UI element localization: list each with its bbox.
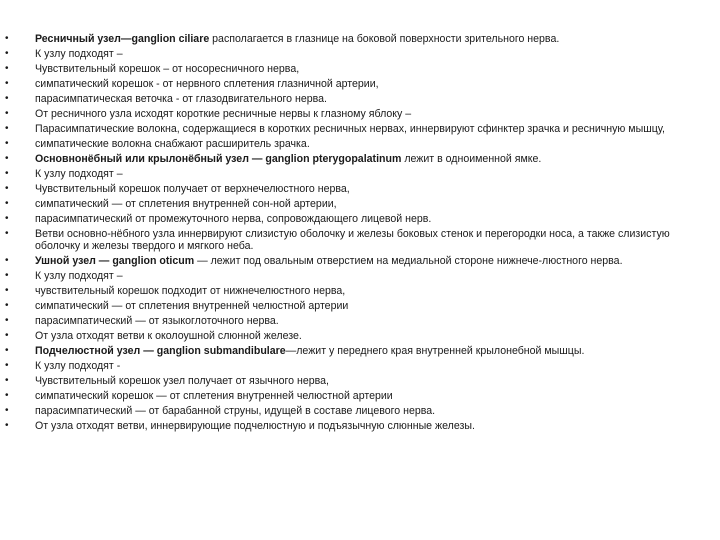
bullet-text: От узла отходят ветви к околоушной слюнной железе. (35, 330, 302, 343)
bullet-text: От узла отходят ветви, иннервирующие подчелюстную и подъязычную слюнные железы. (35, 420, 475, 433)
bullet-item (0, 228, 720, 253)
bullet-heading: Ресничный узел—ganglion ciliare (35, 33, 210, 45)
bullet-item (0, 375, 720, 388)
bullet-text: парасимпатический от промежуточного нерва, сопровождающего лицевой нерв. (35, 212, 432, 225)
bullet-item (0, 270, 720, 283)
bullet-item (0, 78, 720, 91)
bullet-item (0, 138, 720, 151)
bullet-item (0, 360, 720, 373)
bullet-dot-icon: • (5, 33, 9, 44)
bullet-text: Чувствительный корешок узел получает от язычного нерва, (35, 375, 329, 388)
bullet-dot-icon: • (5, 137, 9, 149)
bullet-text: К узлу подходят – (35, 167, 123, 180)
bullet-dot-icon: • (5, 47, 9, 59)
bullet-item (0, 63, 720, 76)
bullet-item (0, 168, 720, 181)
bullet-dot-icon: • (5, 270, 9, 282)
bullet-text: —лежит у переднего края внутренней крылонебной мышцы. (285, 345, 585, 358)
bullet-text: От ресничного узла исходят короткие ресничные нервы к глазному яблоку – (35, 107, 412, 120)
bullet-item (0, 213, 720, 226)
bullet-text: симпатический — от сплетения внутренней сон-ной артерии, (35, 197, 337, 210)
bullet-item (0, 123, 720, 136)
bullet-text: симпатический корешок — от сплетения внутренней челюстной артерии (35, 390, 393, 403)
bullet-heading: Основнонёбный или крылонёбный узел — ganglion pterygopalatinum (35, 152, 402, 165)
bullet-dot-icon: • (5, 315, 9, 327)
bullet-item (0, 405, 720, 418)
bullet-dot-icon: • (5, 62, 9, 74)
bullet-dot-icon: • (5, 227, 9, 239)
bullet-item (0, 108, 720, 121)
bullet-item (0, 153, 720, 166)
bullet-dot-icon: • (5, 390, 9, 402)
bullet-dot-icon: • (5, 375, 9, 387)
bullet-dot-icon: • (5, 77, 9, 89)
bullet-dot-icon: • (5, 330, 9, 342)
bullet-list (0, 33, 720, 435)
bullet-text: парасимпатический — от барабанной струны, идущей в составе лицевого нерва. (35, 405, 436, 418)
bullet-text: Парасимпатические волокна, содержащиеся в коротких ресничных нервах, иннервируют сфинктер зрачка и ресничную мышцу, (35, 122, 665, 135)
bullet-text: К узлу подходят - (35, 360, 121, 373)
bullet-dot-icon: • (5, 122, 9, 134)
bullet-dot-icon: • (5, 212, 9, 224)
bullet-heading: Подчелюстной узел — ganglion submandibulare (35, 345, 286, 358)
bullet-text: симпатические волокна снабжают расширитель зрачка. (35, 137, 310, 150)
bullet-dot-icon: • (5, 360, 9, 372)
bullet-dot-icon: • (5, 405, 9, 417)
bullet-text: Ветви основно-нёбного узла иннервируют слизистую оболочку и железы боковых стенок и перегородки носа, а также слизистую оболочку и железы твердого и мягкого неба. (35, 227, 670, 253)
bullet-item (0, 33, 720, 46)
bullet-dot-icon: • (5, 152, 9, 164)
bullet-text: К узлу подходят – (35, 47, 123, 60)
bullet-text: симпатический — от сплетения внутренней челюстной артерии (35, 300, 349, 313)
bullet-item (0, 48, 720, 61)
bullet-item (0, 345, 720, 358)
bullet-text: Чувствительный корешок – от носоресничного нерва, (35, 62, 300, 75)
bullet-item (0, 255, 720, 268)
bullet-item (0, 183, 720, 196)
bullet-item (0, 420, 720, 433)
bullet-item (0, 93, 720, 106)
bullet-dot-icon: • (5, 182, 9, 194)
bullet-dot-icon: • (5, 197, 9, 209)
bullet-text: лежит в одноименной ямке. (401, 152, 542, 165)
bullet-text: симпатический корешок - от нервного сплетения глазничной артерии, (35, 77, 379, 90)
bullet-dot-icon: • (5, 345, 9, 357)
bullet-text: К узлу подходят – (35, 270, 123, 283)
bullet-dot-icon: • (5, 107, 9, 119)
bullet-text: парасимпатический — от языкоглоточного нерва. (35, 315, 279, 328)
bullet-item (0, 390, 720, 403)
bullet-dot-icon: • (5, 255, 9, 267)
bullet-item (0, 300, 720, 313)
bullet-dot-icon: • (5, 420, 9, 432)
bullet-item (0, 330, 720, 343)
bullet-item (0, 315, 720, 328)
bullet-dot-icon: • (5, 167, 9, 179)
bullet-dot-icon: • (5, 300, 9, 312)
bullet-heading: Ушной узел — ganglion oticum (35, 255, 195, 268)
bullet-text: располагается в глазнице на боковой поверхности зрительного нерва. (209, 33, 560, 45)
bullet-dot-icon: • (5, 92, 9, 104)
bullet-dot-icon: • (5, 285, 9, 297)
bullet-text: — лежит под овальным отверстием на медиальной стороне нижнече-люстного нерва. (194, 255, 623, 268)
bullet-item (0, 285, 720, 298)
bullet-text: чувствительный корешок подходит от нижнечелюстного нерва, (35, 285, 346, 298)
bullet-text: парасимпатическая веточка - от глазодвигательного нерва. (35, 92, 327, 105)
bullet-item (0, 198, 720, 211)
bullet-text: Чувствительный корешок получает от верхнечелюстного нерва, (35, 182, 350, 195)
